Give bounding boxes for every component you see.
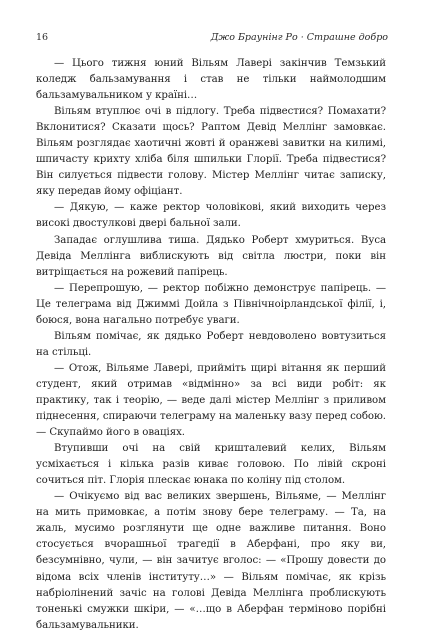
page-number: 16: [36, 32, 49, 43]
body-text: [36, 56, 386, 634]
paragraph: Вільям втуплює очі в підлогу. Треба підвестися? Помахати? Вклонитися? Сказати щось? Раптом Девід Меллінг замовкає. Вільям розглядає хаотичні жовті й оранжеві завитки на килимі, шпичасту крихту хліба біля шпильки Глорії. Треба підвестися? Він силується підвести голову. Містер Меллінг читає записку, яку передав йому офіціант.: [36, 106, 386, 198]
paragraph: Вільям помічає, як дядько Роберт невдоволено вовтузиться на стільці.: [36, 330, 386, 358]
paragraph: — Очікуємо від вас великих звершень, Вільяме, — Меллінг на мить примовкає, а потім знову бере телеграму. — Та, на жаль, мусимо розглянути ще одне важливе питання. Воно стосується вчорашньої трагедії в Аберфані, про яку ви, безсумнівно, чули, — він зачитує вголос: — «Прошу довести до відома всіх членів інституту…» — Вільям помічає, як крізь набріолінений зачіс на голові Девіда Меллінга проблискують тоненькі смужки шкіри, — «…що в Аберфан терміново порібні бальзамувальники.: [36, 491, 386, 631]
paragraph: — Перепрошую, — ректор побіжно демонструє папірець. — Це телеграма від Джиммі Дойла з Північноірландської філії, і, боюся, вона нагально потребує уваги.: [36, 282, 386, 326]
paragraph: Западає оглушлива тиша. Дядько Роберт хмуриться. Вуса Девіда Меллінга виблискують від світла люстри, поки він витріщається на рожевий папірець.: [36, 234, 386, 278]
page-header: [36, 31, 388, 45]
running-head: Джо Браунінг Ро · Страшне добро: [210, 32, 388, 43]
paragraph: — Отож, Вільяме Лавері, прийміть щирі вітання як перший студент, який отримав «відмінно» за всі види робіт: як практику, так і теорію, — веде далі містер Меллінг з приливом піднесення, спираючи телеграму на маленьку вазу перед собою. — Скупаймо його в оваціях.: [36, 362, 386, 439]
paragraph: Втупивши очі на свій кришталевий келих, Вільям усміхається і кілька разів киває головою. По лівій скроні сочиться піт. Глорія плескає юнака по коліну під столом.: [36, 443, 386, 487]
paragraph: — Дякую, — каже ректор чоловікові, який виходить через високі двостулкові двері бальної зали.: [36, 202, 386, 230]
paragraph: — Цього тижня юний Вільям Лавері закінчив Темзький коледж бальзамування і став не тільки наймолодшим бальзамувальником у країні…: [36, 58, 386, 102]
